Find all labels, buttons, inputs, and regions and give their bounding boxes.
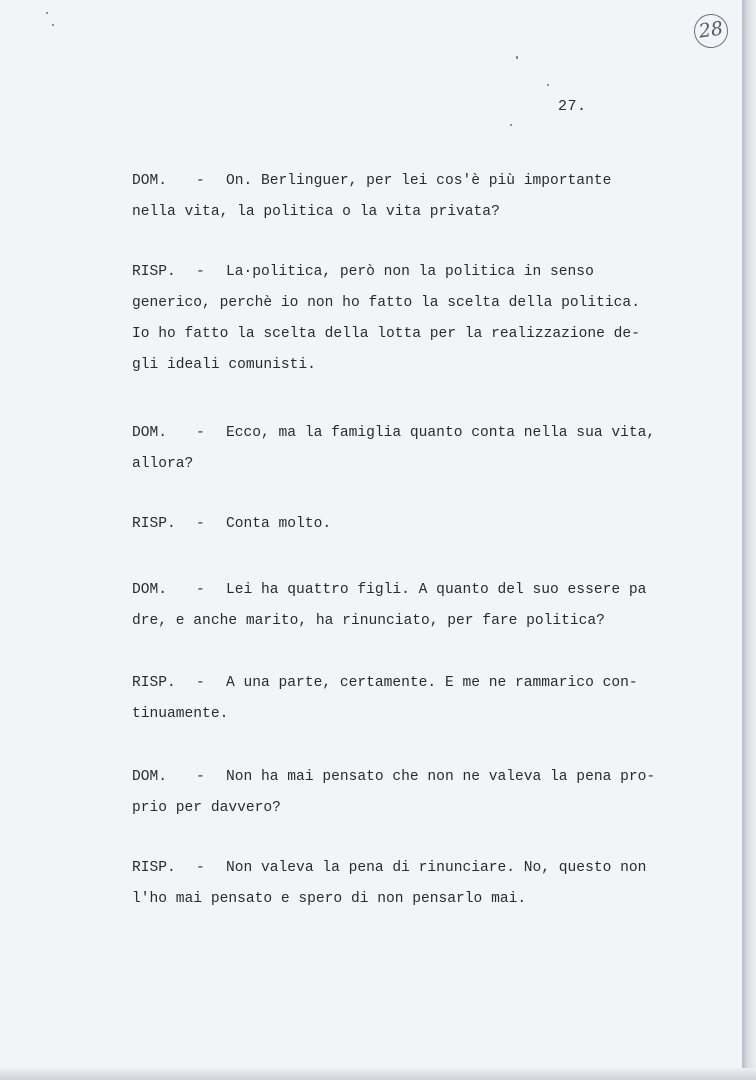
line-text: l'ho mai pensato e spero di non pensarlo mai.: [132, 891, 527, 907]
text-line: [132, 166, 692, 197]
speaker-label: DOM.: [132, 582, 168, 598]
paper-speck: [46, 12, 48, 14]
text-line: [132, 418, 692, 449]
answer-block: [132, 257, 692, 381]
line-text: On. Berlinguer, per lei cos'è più importante: [226, 173, 612, 189]
line-text: nella vita, la politica o la vita privata?: [132, 204, 500, 220]
page-edge-shadow: [742, 0, 756, 1080]
answer-block: [132, 509, 692, 540]
paper-speck: [516, 56, 518, 59]
line-text: Conta molto.: [226, 516, 332, 532]
line-text: La·politica, però non la politica in senso: [226, 264, 594, 280]
answer-block: [132, 853, 692, 915]
text-line: [132, 668, 692, 699]
text-line: [132, 257, 692, 288]
speaker-label: RISP.: [132, 860, 176, 876]
page-bottom-edge: [0, 1068, 756, 1080]
question-block: [132, 762, 692, 824]
line-text: tinuamente.: [132, 706, 229, 722]
dash-separator: -: [196, 675, 205, 691]
line-text: Non valeva la pena di rinunciare. No, questo non: [226, 860, 647, 876]
question-block: [132, 166, 692, 228]
question-block: [132, 418, 692, 480]
dash-separator: -: [196, 516, 205, 532]
line-text: Io ho fatto la scelta della lotta per la realizzazione de-: [132, 326, 640, 342]
paper-speck: [510, 124, 512, 126]
line-text: Lei ha quattro figli. A quanto del suo essere pa: [226, 582, 647, 598]
speaker-label: RISP.: [132, 675, 176, 691]
speaker-label: DOM.: [132, 173, 168, 189]
page-number: 27.: [558, 98, 587, 115]
dash-separator: -: [196, 860, 205, 876]
speaker-label: DOM.: [132, 769, 168, 785]
paper-speck: [52, 24, 54, 26]
speaker-label: RISP.: [132, 516, 176, 532]
dash-separator: -: [196, 582, 205, 598]
line-text: Non ha mai pensato che non ne valeva la pena pro-: [226, 769, 656, 785]
dash-separator: -: [196, 425, 205, 441]
line-text: dre, e anche marito, ha rinunciato, per fare politica?: [132, 613, 605, 629]
text-line: [132, 762, 692, 793]
line-text: gli ideali comunisti.: [132, 357, 316, 373]
line-text: allora?: [132, 456, 194, 472]
answer-block: [132, 668, 692, 730]
dash-separator: -: [196, 769, 205, 785]
speaker-label: RISP.: [132, 264, 176, 280]
text-line: [132, 509, 692, 540]
line-text: prio per davvero?: [132, 800, 281, 816]
dash-separator: -: [196, 264, 205, 280]
question-block: [132, 575, 692, 637]
text-line: [132, 853, 692, 884]
line-text: generico, perchè io non ho fatto la scelta della politica.: [132, 295, 640, 311]
line-text: A una parte, certamente. E me ne rammarico con-: [226, 675, 638, 691]
dash-separator: -: [196, 173, 205, 189]
paper-speck: [547, 84, 549, 86]
speaker-label: DOM.: [132, 425, 168, 441]
line-text: Ecco, ma la famiglia quanto conta nella sua vita,: [226, 425, 656, 441]
archive-page-number: 28: [692, 12, 730, 50]
text-line: [132, 575, 692, 606]
